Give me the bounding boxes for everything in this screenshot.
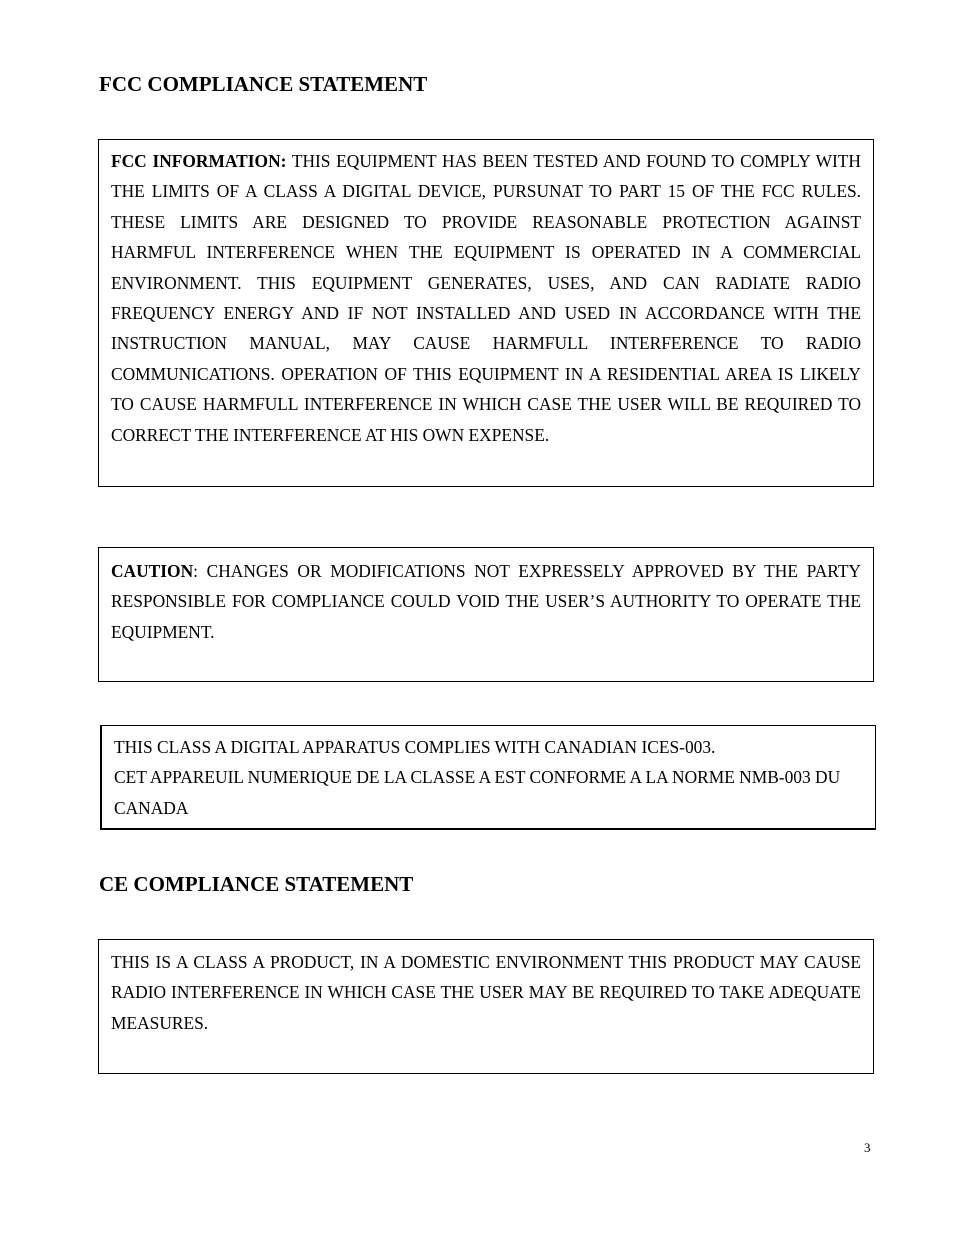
fcc-information-label: FCC INFORMATION: — [111, 151, 287, 171]
ce-compliance-heading: CE COMPLIANCE STATEMENT — [99, 872, 414, 896]
ce-statement-box — [98, 939, 874, 1074]
canada-ices-english: THIS CLASS A DIGITAL APPARATUS COMPLIES WITH CANADIAN ICES-003. — [114, 737, 716, 757]
fcc-information-paragraph — [111, 146, 861, 450]
fcc-information-text: THIS EQUIPMENT HAS BEEN TESTED AND FOUND TO COMPLY WITH THE LIMITS OF A CLASS A DIGITAL DEVICE, PURSUNAT TO PART 15 OF THE FCC RULES. THESE LIMITS ARE DESIGNED TO PROVIDE REASONABLE PROTECTION AGAINST HARMFUL INTERFERENCE WHEN THE EQUIPMENT IS OPERATED IN A COMMERCIAL ENVIRONMENT. THIS EQUIPMENT GENERATES, USES, AND CAN RADIATE RADIO FREQUENCY ENERGY AND IF NOT INSTALLED AND USED IN ACCORDANCE WITH THE INSTRUCTION MANUAL, MAY CAUSE HARMFULL INTERFERENCE TO RADIO COMMUNICATIONS. OPERATION OF THIS EQUIPMENT IN A RESIDENTIAL AREA IS LIKELY TO CAUSE HARMFULL INTERFERENCE IN WHICH CASE THE USER WILL BE REQUIRED TO CORRECT THE INTERFERENCE AT HIS OWN EXPENSE. — [111, 151, 861, 445]
caution-label: CAUTION — [111, 561, 194, 581]
canada-nmb-french: CET APPAREUIL NUMERIQUE DE LA CLASSE A EST CONFORME A LA NORME NMB-003 DU CANADA — [114, 767, 841, 818]
ce-statement-text: THIS IS A CLASS A PRODUCT, IN A DOMESTIC ENVIRONMENT THIS PRODUCT MAY CAUSE RADIO INTERFERENCE IN WHICH CASE THE USER MAY BE REQUIRED TO TAKE ADEQUATE MEASURES. — [111, 952, 861, 1033]
canada-ices-box — [100, 725, 876, 830]
caution-text: : CHANGES OR MODIFICATIONS NOT EXPRESSELY APPROVED BY THE PARTY RESPONSIBLE FOR COMPLIANCE COULD VOID THE USER’S AUTHORITY TO OPERATE THE EQUIPMENT. — [111, 561, 861, 642]
page-number: 3 — [864, 1140, 871, 1155]
fcc-compliance-heading: FCC COMPLIANCE STATEMENT — [99, 72, 428, 96]
caution-paragraph — [111, 556, 861, 647]
fcc-information-box — [98, 139, 874, 487]
caution-box — [98, 547, 874, 682]
